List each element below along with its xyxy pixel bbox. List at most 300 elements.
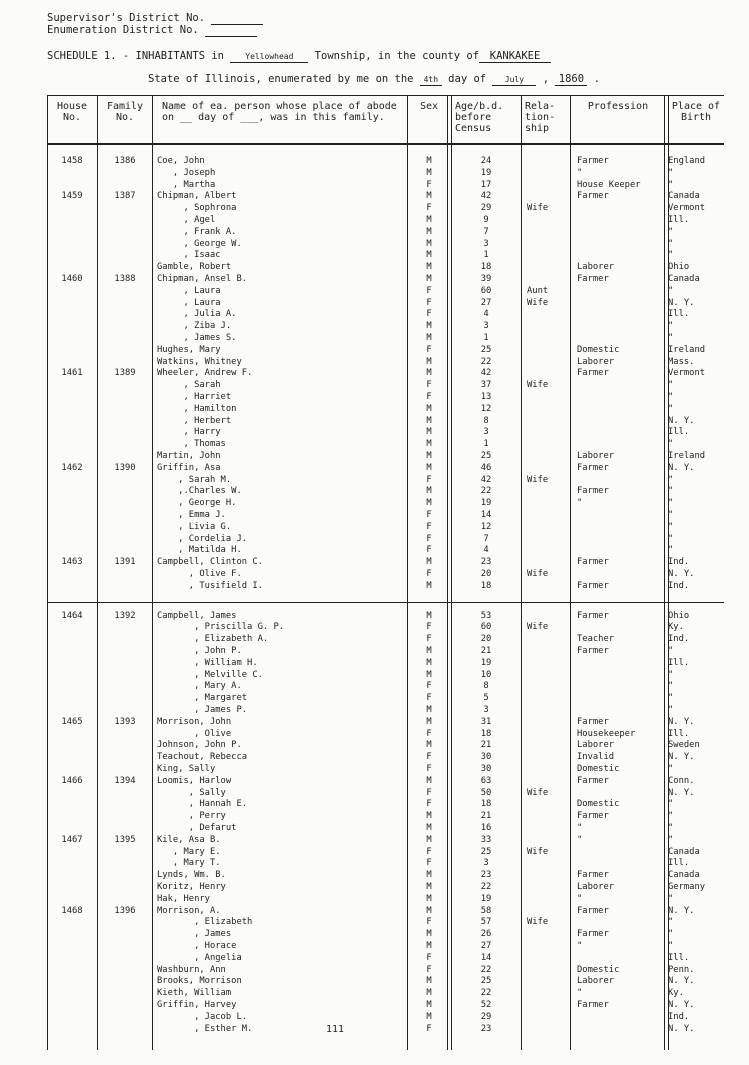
sex-value: F [426,380,432,391]
birth-place-value: " [668,917,674,928]
birth-place-value: N. Y. [668,415,695,426]
birth-place-value: " [668,392,674,402]
person-name: , James [157,929,232,940]
person-name: Watkins, Whitney [157,356,242,367]
age-value: 23 [480,1023,492,1034]
sex-value: F [426,693,432,704]
age-value: 42 [480,474,492,485]
age-value: 10 [480,669,492,680]
person-name: , Isaac [157,250,221,261]
house-number: 1464 [61,610,83,621]
person-name: Koritz, Henry [157,882,226,892]
family-number: 1386 [114,156,136,166]
birth-place-value: Sweden [668,740,700,751]
sex-value: M [426,215,432,225]
house-number: 1465 [61,716,83,727]
birth-place-value: " [668,167,674,178]
sex-value: M [426,356,432,367]
profession-value: Farmer [577,905,609,916]
profession-value: Farmer [577,870,609,881]
sex-value: M [426,403,432,414]
sex-value: M [426,262,432,273]
age-value: 8 [483,415,489,426]
sex-value: M [426,462,432,473]
sex-value: F [426,917,432,928]
sex-value: F [426,634,432,645]
birth-place-value: Ill. [668,657,690,668]
day-of-label: day of [448,73,487,85]
family-number: 1387 [114,191,136,202]
person-name: , Mary E. [157,846,221,857]
house-number: 1466 [61,775,83,786]
age-value: 22 [480,486,492,497]
col-header-age: Age/b.d. before Census [455,101,504,134]
sex-value: M [426,250,432,261]
birth-place-value: " [668,380,674,391]
relationship-value: Wife [527,297,549,308]
profession-value: Farmer [577,191,609,202]
sex-value: F [426,569,432,579]
person-name: , Harriet [157,392,232,402]
birth-place-value: Ohio [668,610,690,621]
sex-value: M [426,1000,432,1010]
age-value: 12 [480,403,492,414]
profession-value: Teacher [577,634,615,645]
age-value: 31 [480,716,492,727]
birth-place-value: " [668,250,674,261]
person-name: Campbell, James [157,610,237,621]
age-value: 39 [480,274,492,284]
person-name: , James S. [157,333,237,343]
birth-place-value: Ind. [668,1011,690,1022]
col-header-relationship: Rela- tion- ship [525,101,556,134]
person-name: Chipman, Ansel B. [157,274,248,284]
profession-value: Domestic [577,764,620,774]
profession-value: " [577,823,583,833]
profession-value: Farmer [577,610,609,621]
profession-value: Laborer [577,976,615,987]
person-name: Martin, John [157,451,221,461]
birth-place-value: " [668,439,674,450]
sex-value: F [426,285,432,296]
birth-place-value: N. Y. [668,752,695,763]
age-value: 1 [483,333,489,343]
sex-value: F [426,728,432,739]
birth-place-value: " [668,811,674,822]
birth-place-value: " [668,486,674,497]
profession-value: Farmer [577,580,609,591]
sex-value: M [426,941,432,951]
birth-place-value: Ohio [668,262,690,273]
schedule-prefix: SCHEDULE 1. - INHABITANTS in [47,50,225,62]
house-number: 1467 [61,834,83,845]
person-name: , Hamilton [157,403,237,414]
age-value: 50 [480,787,492,798]
birth-place-value: Ill. [668,858,690,869]
sex-value: M [426,226,432,237]
sex-value: M [426,156,432,166]
person-name: , Perry [157,811,226,822]
age-value: 52 [480,1000,492,1010]
birth-place-value: " [668,498,674,509]
person-name: , William H. [157,657,258,668]
age-value: 30 [480,752,492,763]
sex-value: F [426,846,432,857]
birth-place-value: N. Y. [668,462,695,473]
age-value: 20 [480,569,492,579]
table-left-border [47,95,48,1050]
person-name: , Thomas [157,439,226,450]
sex-value: M [426,775,432,786]
profession-value: " [577,498,583,509]
birth-place-value: Canada [668,870,700,881]
birth-place-value: Ind. [668,634,690,645]
birth-place-value: Conn. [668,775,695,786]
family-number: 1392 [114,610,136,621]
profession-value: Farmer [577,929,609,940]
birth-place-value: Canada [668,274,700,284]
family-number: 1396 [114,905,136,916]
township-value: Yellowhead [230,51,308,63]
profession-value: Farmer [577,1000,609,1010]
county-value: KANKAKEE [479,51,551,63]
age-value: 57 [480,917,492,928]
profession-value: Housekeeper [577,728,636,739]
age-value: 21 [480,811,492,822]
person-name: Loomis, Harlow [157,775,232,786]
age-value: 12 [480,521,492,532]
sex-value: M [426,988,432,999]
person-name: , Angelia [157,952,242,963]
age-value: 21 [480,646,492,656]
birth-place-value: " [668,823,674,833]
age-value: 8 [483,681,489,692]
age-value: 19 [480,657,492,668]
person-name: , Herbert [157,415,232,426]
age-value: 5 [483,693,489,704]
sex-value: M [426,976,432,987]
sex-value: M [426,811,432,822]
person-name: , Livia G. [157,521,232,532]
supervisor-district-label: Supervisor's District No. [47,12,206,24]
age-value: 26 [480,929,492,940]
age-value: 58 [480,905,492,916]
sex-value: F [426,764,432,774]
header-bottom-rule-double [47,143,724,144]
person-name: Griffin, Harvey [157,1000,237,1010]
person-name: , Horace [157,941,237,951]
age-value: 17 [480,179,492,190]
profession-value: Laborer [577,356,615,367]
sex-value: M [426,427,432,438]
age-value: 4 [483,309,489,320]
age-value: 18 [480,262,492,273]
person-name: Chipman, Albert [157,191,237,202]
house-number: 1461 [61,368,83,379]
person-name: , Laura [157,297,221,308]
person-name: , Defarut [157,823,237,833]
birth-place-value: " [668,764,674,774]
family-number: 1390 [114,462,136,473]
sex-value: M [426,274,432,284]
sex-value: F [426,474,432,485]
person-name: , Tusifield I. [157,580,263,591]
enumeration-district-label: Enumeration District No. [47,24,199,36]
person-name: Washburn, Ann [157,964,226,975]
sex-value: F [426,952,432,963]
person-name: , George W. [157,238,242,249]
col-header-name: Name of ea. person whose place of abode on __ day of ___, was in this family. [162,101,397,123]
birth-place-value: " [668,834,674,845]
birth-place-value: " [668,893,674,904]
birth-place-value: " [668,179,674,190]
house-number: 1459 [61,191,83,202]
enumeration-district-blank [205,25,257,37]
sex-value: M [426,716,432,727]
sex-value: F [426,1023,432,1034]
birth-place-value: Ill. [668,952,690,963]
sex-value: M [426,439,432,450]
profession-value: Domestic [577,344,620,355]
relationship-value: Wife [527,787,549,798]
family-number: 1395 [114,834,136,845]
sex-value: F [426,510,432,520]
birth-place-value: " [668,799,674,810]
census-table [47,95,724,1050]
house-number: 1468 [61,905,83,916]
person-name: Morrison, John [157,716,232,727]
birth-place-value: " [668,533,674,544]
relationship-value: Wife [527,380,549,391]
sex-value: M [426,669,432,680]
section-break-rule [47,602,724,603]
house-number: 1460 [61,274,83,284]
birth-place-value: " [668,510,674,520]
profession-value: House Keeper [577,179,641,190]
person-name: , Frank A. [157,226,237,237]
col-divider-age [521,95,522,1050]
age-value: 37 [480,380,492,391]
person-name: Coe, John [157,156,205,166]
birth-place-value: Ill. [668,309,690,320]
profession-value: Domestic [577,799,620,810]
birth-place-value: Ind. [668,557,690,568]
birth-place-value: " [668,474,674,485]
col-header-house: House No. [56,101,88,123]
age-value: 3 [483,858,489,869]
birth-place-value: " [668,333,674,343]
sex-value: M [426,705,432,715]
person-name: Teachout, Rebecca [157,752,248,763]
sex-value: F [426,799,432,810]
age-value: 25 [480,976,492,987]
birth-place-value: " [668,403,674,414]
relationship-value: Wife [527,622,549,633]
profession-value: " [577,941,583,951]
profession-value: Domestic [577,964,620,975]
age-value: 22 [480,882,492,892]
relationship-value: Aunt [527,285,549,296]
person-name: Campbell, Clinton C. [157,557,263,568]
sex-value: F [426,203,432,214]
birth-place-value: " [668,321,674,332]
table-top-border [47,95,724,96]
sex-value: F [426,681,432,692]
sex-value: F [426,179,432,190]
birth-place-value: Vermont [668,203,706,214]
sex-value: F [426,521,432,532]
profession-value: Farmer [577,557,609,568]
family-number: 1394 [114,775,136,786]
sex-value: F [426,964,432,975]
birth-place-value: Canada [668,191,700,202]
sex-value: M [426,1011,432,1022]
person-name: , Agel [157,215,216,225]
relationship-value: Wife [527,917,549,928]
sex-value: F [426,309,432,320]
person-name: , Olive [157,728,232,739]
sex-value: M [426,580,432,591]
profession-value: Farmer [577,811,609,822]
age-value: 25 [480,846,492,857]
state-prefix: State of Illinois, enumerated by me on the [148,73,414,85]
birth-place-value: Ireland [668,451,706,461]
birth-place-value: " [668,669,674,680]
sex-value: M [426,321,432,332]
col-divider-house [97,95,98,1050]
relationship-value: Wife [527,846,549,857]
birth-place-value: Ill. [668,215,690,225]
page-number: 111 [326,1024,345,1035]
sex-value: M [426,657,432,668]
age-value: 25 [480,344,492,355]
year-value: 1860 [555,74,587,86]
sex-value: M [426,167,432,178]
header-bottom-rule [47,144,724,145]
profession-value: Laborer [577,882,615,892]
birth-place-value: Germany [668,882,706,892]
family-number: 1388 [114,274,136,284]
birth-place-value: " [668,693,674,704]
profession-value: Farmer [577,775,609,786]
birth-place-value: N. Y. [668,787,695,798]
person-name: , Elizabeth [157,917,253,928]
sex-value: M [426,486,432,497]
birth-place-value: " [668,226,674,237]
profession-value: Farmer [577,646,609,656]
profession-value: " [577,167,583,178]
person-name: Hak, Henry [157,893,210,904]
birth-place-value: N. Y. [668,905,695,916]
birth-place-value: Vermont [668,368,706,379]
person-name: , James P. [157,705,248,715]
profession-value: " [577,893,583,904]
sex-value: M [426,238,432,249]
birth-place-value: Ky. [668,622,684,633]
sex-value: F [426,787,432,798]
profession-value: Laborer [577,262,615,273]
age-value: 24 [480,156,492,166]
sex-value: F [426,392,432,402]
birth-place-value: " [668,681,674,692]
col-header-profession: Profession [587,101,649,112]
col-header-birth: Place of Birth [671,101,721,123]
age-value: 9 [483,215,489,225]
person-name: , Emma J. [157,510,226,520]
age-value: 33 [480,834,492,845]
age-value: 60 [480,622,492,633]
sex-value: F [426,752,432,763]
birth-place-value: " [668,238,674,249]
relationship-value: Wife [527,203,549,214]
person-name: , Ziba J. [157,321,232,332]
sex-value: M [426,929,432,940]
schedule-line [47,50,551,63]
person-name: , Mary A. [157,681,242,692]
birth-place-value: N. Y. [668,1000,695,1010]
birth-place-value: " [668,285,674,296]
birth-place-value: Ireland [668,344,706,355]
person-name: , George H. [157,498,237,509]
sex-value: F [426,858,432,869]
profession-value: Farmer [577,486,609,497]
person-name: Griffin, Asa [157,462,221,473]
age-value: 30 [480,764,492,774]
person-name: Kile, Asa B. [157,834,221,845]
person-name: , Martha [157,179,216,190]
age-value: 27 [480,297,492,308]
age-value: 7 [483,226,489,237]
person-name: King, Sally [157,764,216,774]
age-value: 18 [480,799,492,810]
sex-value: F [426,533,432,544]
age-value: 29 [480,1011,492,1022]
day-value: 4th [420,74,442,86]
profession-value: Invalid [577,752,615,763]
birth-place-value: N. Y. [668,1023,695,1034]
person-name: , John P. [157,646,242,656]
person-name: , Melville C. [157,669,263,680]
house-number: 1462 [61,462,83,473]
col-divider-profession [664,95,665,1050]
profession-value: Farmer [577,156,609,166]
person-name: , Elizabeth A. [157,634,269,645]
family-number: 1391 [114,557,136,568]
person-name: , Laura [157,285,221,296]
person-name: , Sarah [157,380,221,391]
age-value: 42 [480,191,492,202]
birth-place-value: Ill. [668,427,690,438]
enumeration-district-line [47,24,257,37]
sex-value: F [426,344,432,355]
sex-value: M [426,557,432,568]
birth-place-value: Canada [668,846,700,857]
person-name: , Hannah E. [157,799,248,810]
person-name: , Harry [157,427,221,438]
age-value: 16 [480,823,492,833]
birth-place-value: Ky. [668,988,684,999]
relationship-value: Wife [527,569,549,579]
col-divider-name [407,95,408,1050]
person-name: Hughes, Mary [157,344,221,355]
profession-value: Laborer [577,740,615,751]
person-name: Gamble, Robert [157,262,232,273]
age-value: 3 [483,705,489,715]
birth-place-value: " [668,545,674,556]
age-value: 14 [480,510,492,520]
age-value: 42 [480,368,492,379]
col-divider-relationship [570,95,571,1050]
